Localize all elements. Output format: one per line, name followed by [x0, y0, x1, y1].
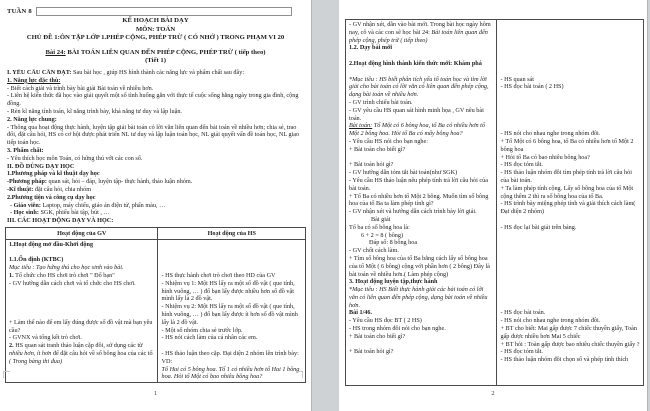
blank-line [500, 271, 640, 279]
week-row [7, 5, 304, 17]
text-run: - HS quan sát [500, 75, 534, 83]
text-run: - HS thảo luận nhóm đôi chọn số và phép tính thích [500, 356, 629, 364]
doc-line [349, 161, 493, 169]
blank-line [349, 52, 493, 60]
text-run: -Kĩ thuật: [7, 185, 34, 193]
requirements-section [7, 69, 305, 226]
doc-line [7, 170, 305, 178]
text-run: SGK, phiếu bài tập, bút , … [38, 209, 110, 217]
doc-line [9, 264, 154, 272]
activities-table-header [6, 228, 305, 240]
text-run: 3. Phẩm chất: [7, 146, 44, 154]
text-run: + Bài toán cho biết gì? [349, 332, 406, 340]
doc-line [161, 303, 302, 326]
doc-line [7, 69, 305, 77]
text-run: 1. [9, 271, 14, 279]
hs-activities-cell-p2 [497, 20, 643, 385]
doc-line [349, 325, 493, 333]
text-run: *Mục tiêu : HS biết phân tích yếu tố toán học và tìm lời giải cho bài toán có lời văn có liên quan đến phép cộng, dạng bài toán về nhiều hơn. [349, 75, 489, 99]
blank-line [500, 216, 640, 224]
blank-line [500, 286, 640, 294]
text-run: 2.Hoạt động hình thành kiến thức mới: Khám phá [349, 59, 482, 67]
text-run: - HS trong nhóm đôi nói cho bạn nghe. [349, 325, 446, 333]
blank-line [500, 37, 640, 45]
blank-line [349, 68, 493, 76]
blank-line [500, 302, 640, 310]
gv-activities-cell-p2 [346, 20, 497, 385]
doc-line [7, 77, 305, 85]
text-run: - HS thực hành chơi trò chơi theo HD của GV [161, 271, 276, 279]
doc-line [9, 334, 154, 342]
text-run: Tổ chức cho HS chơi trò chơi " Đố bạn" [13, 271, 115, 279]
blank-line [161, 241, 302, 249]
period-line: (Tiết 1) [145, 57, 166, 65]
doc-line [7, 124, 305, 147]
doc-line [349, 255, 493, 278]
text-run: -Phương pháp: [7, 178, 47, 186]
doc-line [161, 272, 302, 280]
text-run: - HS đọc lại bài giải trên bảng. [500, 223, 577, 231]
doc-line [161, 334, 302, 342]
doc-line [349, 278, 493, 286]
text-run: - GV trình chiếu bài toán. [349, 98, 413, 106]
text-run: - Yêu thích học môn Toán, có hứng thú với các con số. [7, 154, 143, 162]
doc-line [349, 44, 493, 52]
text-run: + Tìm số bông hoa của tổ Ba bằng cách lấy số bông hoa của tổ Một ( 6 bông) cộng với phần hơn ( 2 bông) Đây là bài toán về nhiều hơn.( Làm phép cộng) [349, 254, 490, 278]
text-run: - HS thảo luận theo cặp. Đại diện 2 nhóm lên trình bày: VD: [161, 349, 299, 365]
doc-line [349, 60, 493, 68]
text-run: + Làm thế nào để em lấy đúng được số đồ vật mà bạn yêu cầu? [9, 318, 153, 334]
doc-line [7, 85, 305, 93]
blank-line [349, 341, 493, 349]
text-run: Tổ Một có 6 bông hoa, tổ Ba có nhiều hơn tổ Một 2 bông hoa. Hỏi tổ Ba có mấy bông hoa? [349, 122, 485, 138]
text-run: ( Trong bảng thi đua) [9, 357, 63, 365]
doc-line [7, 202, 305, 210]
subject-line: MÔN: TOÁN [135, 25, 176, 33]
text-run: 3. Hoạt động luyện tập,thực hành [349, 278, 438, 286]
lesson-title-line [7, 49, 304, 58]
doc-line [9, 280, 154, 288]
blank-line [500, 99, 640, 107]
doc-line [500, 224, 640, 232]
text-run: - GV hướng dẫn cách chơi và tổ chức cho HS chơi. [9, 279, 136, 287]
text-run: Bài 1/46. [349, 309, 373, 317]
text-run: - HS đọc tóm tắt. [500, 348, 543, 356]
blank-line [500, 107, 640, 115]
theme-line: CHỦ ĐỀ 1:ÔN TẬP LỚP 1.PHÉP CỘNG, PHÉP TRỪ ( CÓ NHỚ ) TRONG PHẠM VI 20 [26, 34, 285, 42]
doc-line [349, 317, 493, 325]
doc-line [161, 350, 302, 366]
text-run: - HS đọc bài toán ( 2 HS) [500, 83, 564, 91]
doc-line [7, 147, 305, 155]
blank-line [500, 122, 640, 130]
text-run: + Tổ Ba có nhiều hơn tổ Một 2 bông. Muốn tìm số bông hoa của tổ Ba ta làm phép tính gì? [349, 192, 489, 208]
doc-line [500, 83, 640, 91]
hs-column-header: Hoạt động của HS [207, 229, 256, 237]
blank-line [500, 115, 640, 123]
text-run: II. ĐỒ DÙNG DẠY HỌC [7, 162, 75, 170]
doc-line [500, 356, 640, 364]
doc-line [7, 178, 305, 186]
text-run: đặt câu hỏi, chia nhóm [33, 185, 92, 193]
doc-line [349, 122, 493, 138]
text-run: - Yêu cầu HS thảo luận nêu phép tính trả lời câu hỏi của bài toán. [349, 176, 488, 192]
blank-line [500, 294, 640, 302]
doc-line [7, 194, 305, 202]
text-run: - HS đọc tóm tắt. [500, 161, 543, 169]
text-run: Bài giải [371, 215, 391, 223]
text-run: - GVNX và tổng kết trò chơi. [9, 334, 82, 342]
text-run: 2.Phương tiện và công cụ dạy học [7, 193, 96, 201]
doc-line [349, 247, 493, 255]
text-run: + Bài toán hỏi gì? [349, 348, 394, 356]
doc-line [500, 154, 640, 162]
blank-line [161, 264, 302, 272]
blank-line [9, 311, 154, 319]
text-run: - Giáo viên: [10, 201, 41, 209]
doc-line [7, 209, 305, 217]
blank-line [500, 52, 640, 60]
text-run: 1.2. Dạy bài mới [349, 44, 393, 52]
text-run: Tổ Hai có 5 bông hoa. Tổ 1 có nhiều hơn tổ Hai 1 bông hoa. Hỏi tổ Một có bao nhiêu bông hoa? [161, 365, 300, 381]
text-run: - HS đọc bài toán. [500, 309, 546, 317]
text-run: - GV chốt cách làm. [349, 247, 399, 255]
blank-line [500, 68, 640, 76]
text-run: - Rèn kĩ năng tính toán, kĩ năng trình bày, khả năng tư duy và lập luận. [7, 107, 182, 115]
blank-line [500, 44, 640, 52]
doc-line [349, 224, 493, 232]
week-label: TUẦN 8 [7, 7, 32, 15]
page-number-2: 2 [491, 390, 495, 397]
doc-line [349, 309, 493, 317]
blank-line [500, 91, 640, 99]
doc-line [7, 186, 305, 194]
doc-line [500, 76, 640, 84]
doc-line [349, 107, 493, 123]
doc-line [349, 286, 493, 309]
text-run: - Một số nhóm chia sẻ trước lớp. [161, 326, 243, 334]
text-run: - Thông qua hoạt động thực hành, luyện tập giải bài toán có lời văn liên quan đến bài toán về nhiều hơn; chia sẻ, trao đổi, đặt câu hỏi, HS có cơ hội được phát triển NL tư duy và lập luận toán học, NL giải quyết vấn đề toán học, NL giao tiếp toán học. [7, 123, 300, 147]
text-run: Bài toán liên quan đến phép cộng, phép trừ ( tiếp theo) [349, 28, 488, 44]
text-run: I. YÊU CẦU CẦN ĐẠT: [7, 69, 72, 76]
blank-line [161, 342, 302, 350]
doc-line [500, 200, 640, 216]
text-run: 6 + 2 = 8 ( bông) [361, 231, 404, 239]
doc-line [7, 217, 305, 225]
blank-line [9, 295, 154, 303]
activities-table-page2 [345, 19, 644, 386]
blank-line [161, 256, 302, 264]
text-run: + Ta làm phép tính cộng. Lấy số bông hoa của tổ Một cộng thêm 2 thì ra số bông hoa của tổ Ba. [500, 184, 634, 200]
text-run: + Tổ Một có 6 bông hoa, tổ Ba có nhiều hơn tổ Một 2 bông hoa [500, 137, 634, 153]
doc-line [9, 256, 154, 264]
text-run: - GV nhận xét, dẫn vào bài mới. Trong bài học ngày hôm nay, cô và các con sẽ học bài 24: [349, 21, 491, 36]
page1-header [0, 0, 311, 66]
doc-line [349, 232, 493, 240]
empty-header-box [36, 7, 292, 16]
text-run: - GV nhận xét và hướng dẫn cách trình bày lời giải. [349, 208, 477, 216]
doc-line [161, 280, 302, 303]
text-run: 2. Năng lực chung: [7, 115, 57, 123]
text-run: - HS trình bày miệng phép tính và giải thích cách làm( Đại diện 2 nhóm) [500, 200, 636, 216]
text-run: Mục tiêu : Tạo hứng thú cho học sinh vào bài. [9, 264, 124, 272]
doc-line [500, 169, 640, 185]
doc-line [500, 348, 640, 356]
doc-title: KẾ HOẠCH BÀI DẠY [122, 17, 189, 24]
text-run: 1.Hoạt động mở đầu-Khởi động [9, 240, 94, 248]
doc-line [7, 155, 305, 163]
doc-line [349, 177, 493, 193]
text-run: - HS nói cách làm của cá nhân các em. [161, 334, 258, 342]
blank-line [161, 249, 302, 257]
doc-line [7, 116, 305, 124]
doc-line [349, 348, 493, 356]
text-run: + BT hỏi : Toàn gấp được bao nhiêu chiếc thuyền giấy ? [500, 340, 640, 348]
activities-table-page1 [5, 227, 306, 383]
text-run: - HS nói cho nhau nghe trong nhóm đôi. [500, 317, 601, 325]
doc-line [500, 341, 640, 349]
text-run: 1. Năng lực đặc thù: [7, 76, 61, 84]
text-run: Bài toán: [349, 122, 373, 130]
blank-line [500, 232, 640, 240]
doc-line [7, 163, 305, 171]
doc-line [7, 92, 305, 108]
text-run: + Bài toán hỏi gì? [349, 161, 394, 169]
doc-line [349, 193, 493, 209]
doc-line [349, 21, 493, 44]
doc-line [161, 327, 302, 335]
text-run: - Biết cách giải và trình bày bài giải Bài toán về nhiều hơn. [7, 84, 154, 92]
text-run: - Nhiệm vụ 1: Một HS lấy ra một số đồ vật ( que tính, hình vuông, … ) đố bạn lấy được nhiều hơn số đồ vật mình lấy là 2 đồ vật. [161, 279, 295, 303]
activities-table-body-p2 [346, 20, 643, 385]
doc-line [349, 239, 493, 247]
doc-line [349, 216, 493, 224]
lesson-title: BÀI TOÁN LIÊN QUAN ĐẾN PHÉP CỘNG, PHÉP TRỪ ( tiếp theo) [65, 48, 266, 56]
text-run: - HS thảo luận nhóm đôi tìm phép tính trả lời câu hỏi của bài toán. [500, 169, 632, 184]
doc-line [9, 241, 154, 249]
blank-line [500, 263, 640, 271]
text-run: *Mục tiêu : HS Biết thực hành giải các bài toán có lời văn có liên quan đến phép cộng, dạng bài toán về nhiều hơn. [349, 286, 488, 309]
text-run: + Hỏi tổ Ba có bao nhiêu bông hoa? [500, 153, 590, 161]
blank-line [500, 247, 640, 255]
text-run: - Yêu cầu HS nói cho bạn nghe: [349, 137, 428, 145]
blank-line [500, 29, 640, 37]
doc-line [349, 208, 493, 216]
text-run: Sau bài học , giúp HS hình thành các năng lực và phẩm chất sau đây: [71, 69, 245, 76]
doc-line [9, 272, 154, 280]
blank-line [349, 154, 493, 162]
text-run: - HS nói cho nhau nghe trong nhóm đôi. [500, 130, 601, 138]
doc-line [349, 146, 493, 154]
lesson-number: Bài 24: [45, 48, 66, 56]
text-run: Laptop, máy chiếu, giáo án điện tử, phấn màu, … [40, 201, 166, 209]
page-number-1: 1 [153, 390, 158, 397]
doc-line [500, 317, 640, 325]
hs-activities-cell [158, 240, 305, 382]
blank-line [500, 60, 640, 68]
doc-line [349, 99, 493, 107]
doc-line [500, 161, 640, 169]
doc-line [9, 342, 154, 365]
doc-line [500, 185, 640, 201]
doc-line [349, 138, 493, 146]
blank-line [500, 278, 640, 286]
text-run: - GV yêu cầu HS quan sát hình minh họa , GV nêu bài toán. [349, 106, 484, 122]
doc-line [500, 309, 640, 317]
blank-line [500, 255, 640, 263]
blank-line [9, 288, 154, 296]
text-run: để đặt câu hỏi về số bông hoa của các tổ [51, 349, 153, 357]
text-run: nhiều hơn, ít hơn [9, 349, 52, 357]
text-run: - Liên hệ kiến thức đã học vào giải quyết một số tình huống gắn với thực tế cuộc sống hằng ngày trong gia đình, cộng đồng. [7, 92, 299, 108]
blank-line [9, 303, 154, 311]
margin-crop-mark [3, 371, 10, 378]
doc-line [7, 108, 305, 116]
gv-activities-cell [6, 240, 158, 382]
doc-line [500, 130, 640, 138]
text-run: + Bài toán cho biết gì? [349, 145, 406, 153]
gv-column-header: Hoạt động của GV [6, 228, 158, 239]
margin-crop-mark [296, 371, 303, 378]
doc-line [500, 325, 640, 341]
page-1[interactable] [0, 0, 312, 411]
text-run: 1.Phương pháp và kĩ thuật dạy học [7, 170, 100, 178]
text-run: III. CÁC HOẠT ĐỘNG DẠY VÀ HỌC: [7, 217, 114, 225]
text-run: - Yêu cầu HS đọc BT ( 2 HS) [349, 317, 422, 325]
text-run: Đáp số: 8 bông hoa [369, 239, 418, 247]
doc-line [161, 366, 302, 382]
page-2[interactable] [339, 0, 648, 411]
doc-line [500, 138, 640, 154]
text-run: 1.1.Ổn định (KTBC) [9, 256, 64, 264]
blank-line [500, 21, 640, 29]
text-run: Tổ ba có số bông hoa là: [349, 223, 410, 231]
blank-line [500, 239, 640, 247]
text-run: + BT cho biết: Mai gấp được 7 chiếc thuyền giấy, Toàn gấp được nhiều hơn Mai 5 chiếc [500, 325, 638, 340]
text-run: 2. [9, 342, 14, 350]
text-run: HS quan sát tranh thảo luận cặp đôi, sử dụng các từ [13, 342, 143, 350]
text-run: - GV hướng dẫn tóm tắt bài toán(như SGK) [349, 169, 458, 177]
doc-line [9, 319, 154, 335]
text-run: quan sát, hỏi – đáp, luyện tập- thực hành, thảo luận nhóm. [46, 178, 193, 186]
text-run: - Nhiệm vụ 2: Một HS lấy ra một số đồ vật ( que tính, hình vuông, … ) đố bạn lấy được ít hơn số đồ vật mình lấy là 2 đồ vật. [161, 303, 298, 326]
doc-line [349, 76, 493, 99]
doc-line [349, 333, 493, 341]
doc-line [349, 169, 493, 177]
activities-table-body [6, 240, 305, 382]
text-run: - Học sinh: [10, 209, 39, 217]
